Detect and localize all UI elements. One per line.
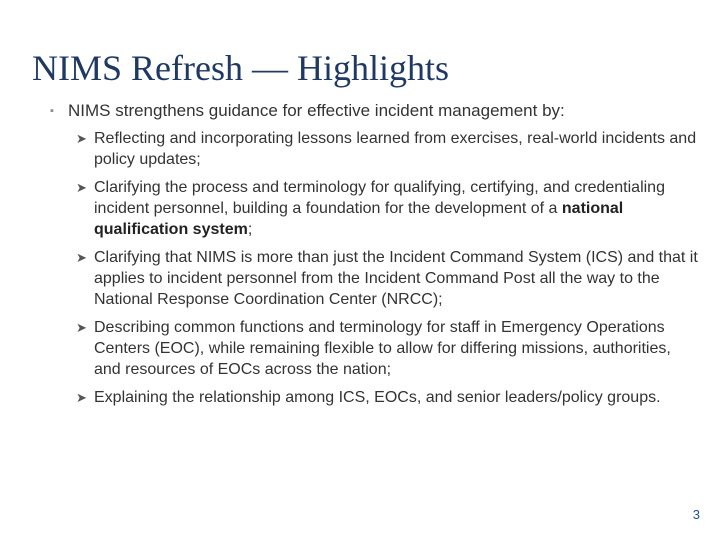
sub-bullet-text (94, 177, 700, 240)
arrowhead-bullet-icon: ➤ (76, 250, 87, 265)
sub-bullet-relationship (76, 387, 700, 408)
main-bullet-text: NIMS strengthens guidance for effective incident management by: (68, 101, 565, 120)
sub-bullet-text: Clarifying that NIMS is more than just the Incident Command System (ICS) and that it applies to incident personnel from the Incident Command Post all the way to the National Response Coordination Center (NRCC); (94, 249, 698, 308)
sub-bullet-text: Reflecting and incorporating lessons learned from exercises, real-world incidents and policy updates; (94, 130, 697, 168)
sub-bullet-text: Describing common functions and terminology for staff in Emergency Operations Centers (EOC), while remaining flexible to allow for differing missions, authorities, and resources of EOCs across the nation; (94, 319, 671, 378)
main-bullet (50, 100, 700, 122)
emphasized-term: national qualification system (94, 200, 624, 238)
sub-bullet-text-part: ; (247, 221, 253, 238)
sub-bullet-lessons-learned (76, 128, 700, 170)
arrowhead-bullet-icon: ➤ (76, 320, 87, 335)
slide-body (50, 100, 700, 415)
sub-bullet-eoc-functions (76, 317, 700, 380)
sub-bullet-text: Explaining the relationship among ICS, EOCs, and senior leaders/policy groups. (94, 389, 661, 406)
sub-bullet-list (50, 128, 700, 408)
page-number: 3 (692, 507, 700, 522)
sub-bullet-ics-scope (76, 247, 700, 310)
arrowhead-bullet-icon: ➤ (76, 180, 87, 195)
arrowhead-bullet-icon: ➤ (76, 131, 87, 146)
arrowhead-bullet-icon: ➤ (76, 390, 87, 405)
square-bullet-icon: ▪ (50, 105, 54, 117)
slide-title: NIMS Refresh — Highlights (32, 48, 449, 88)
sub-bullet-qualification (76, 177, 700, 240)
sub-bullet-text-part: Clarifying the process and terminology for qualifying, certifying, and credentialing incident personnel, building a foundation for the development of a (94, 179, 665, 217)
